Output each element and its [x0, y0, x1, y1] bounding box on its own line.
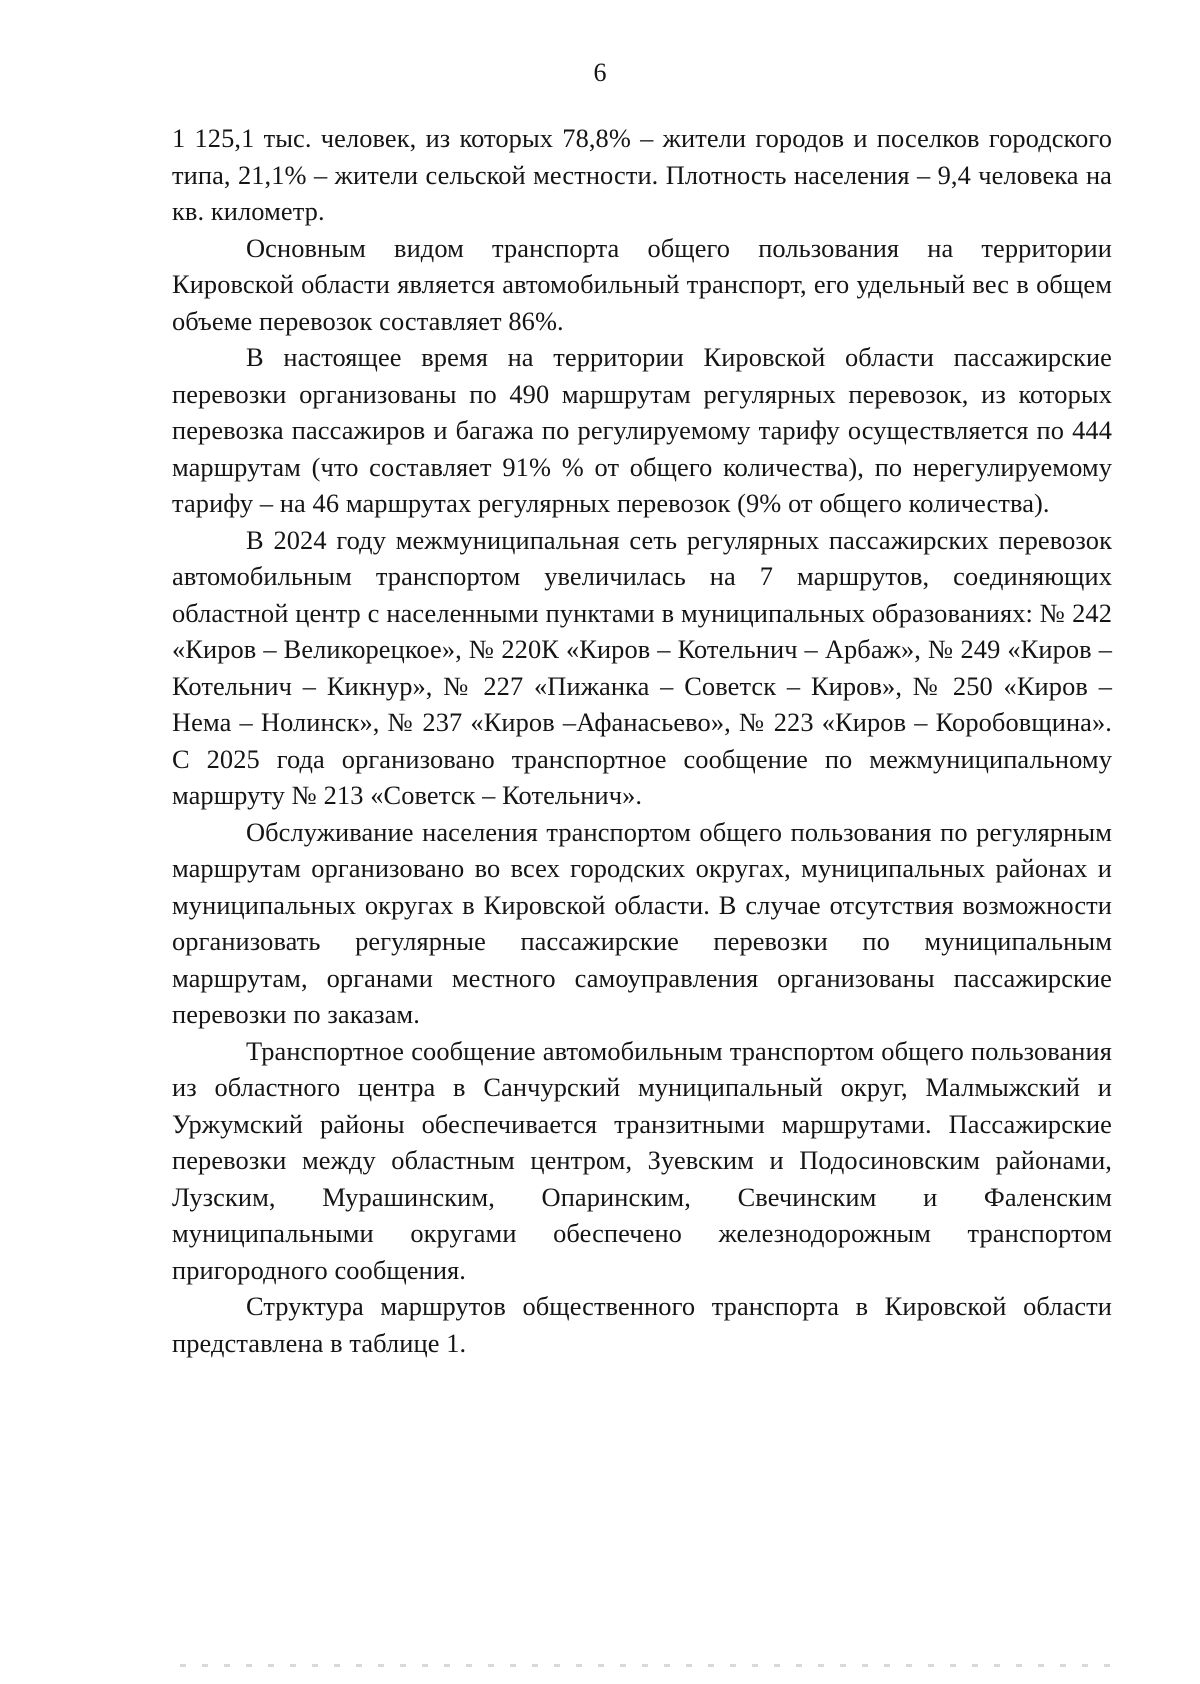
paragraph-transport-share: Основным видом транспорта общего пользования на территории Кировской области является автомобильный транспорт, его удельный вес в общем объеме перевозок составляет 86%. [172, 232, 1112, 336]
paragraph-population: 1 125,1 тыс. человек, из которых 78,8% – жители городов и поселков городского типа, 21,1% – жители сельской местности. Плотность населения – 9,4 человека на кв. километр. [172, 123, 1112, 226]
paragraph-new-routes: В 2024 году межмуниципальная сеть регулярных пассажирских перевозок автомобильным транспортом увеличилась на 7 маршрутов, соединяющих областной центр с населенными пунктами в муниципальных образованиях: № 242 «Киров – Великорецкое», № 220К «Киров – Котельнич – Арбаж», № 249 «Киров – Котельнич – Кикнур», № 227 «Пижанка – Советск – Киров», № 250 «Киров – Нема – Нолинск», № 237 «Киров –Афанасьево», № 223 «Киров – Коробовщина». С 2025 года организовано транспортное сообщение по межмуниципальному маршруту № 213 «Советск – Котельнич». [172, 524, 1112, 810]
body-text [172, 120, 1112, 1361]
page-number: 6 [593, 58, 607, 87]
scan-artifact-line [180, 1664, 1120, 1667]
paragraph-service-coverage: Обслуживание населения транспортом общего пользования по регулярным маршрутам организовано во всех городских округах, муниципальных районах и муниципальных округах в Кировской области. В случае отсутствия возможности организовать регулярные пассажирские перевозки по муниципальным маршрутам, органами местного самоуправления организованы пассажирские перевозки по заказам. [172, 816, 1112, 1029]
paragraph-route-counts: В настоящее время на территории Кировской области пассажирские перевозки организованы по 490 маршрутам регулярных перевозок, из которых перевозка пассажиров и багажа по регулируемому тарифу осуществляется по 444 маршрутам (что составляет 91% % от общего количества), по нерегулируемому тарифу – на 46 маршрутах регулярных перевозок (9% от общего количества). [172, 342, 1112, 518]
paragraph-transit-rail: Транспортное сообщение автомобильным транспортом общего пользования из областного центра в Санчурский муниципальный округ, Малмыжский и Уржумский районы обеспечивается транзитными маршрутами. Пассажирские перевозки между областным центром, Зуевским и Подосиновским районами, Лузским, Мурашинским, Опаринским, Свечинским и Фаленским муниципальными округами обеспечено железнодорожным транспортом пригородного сообщения. [172, 1035, 1112, 1285]
paragraph-table-reference: Структура маршрутов общественного транспорта в Кировской области представлена в таблице 1. [172, 1291, 1112, 1358]
